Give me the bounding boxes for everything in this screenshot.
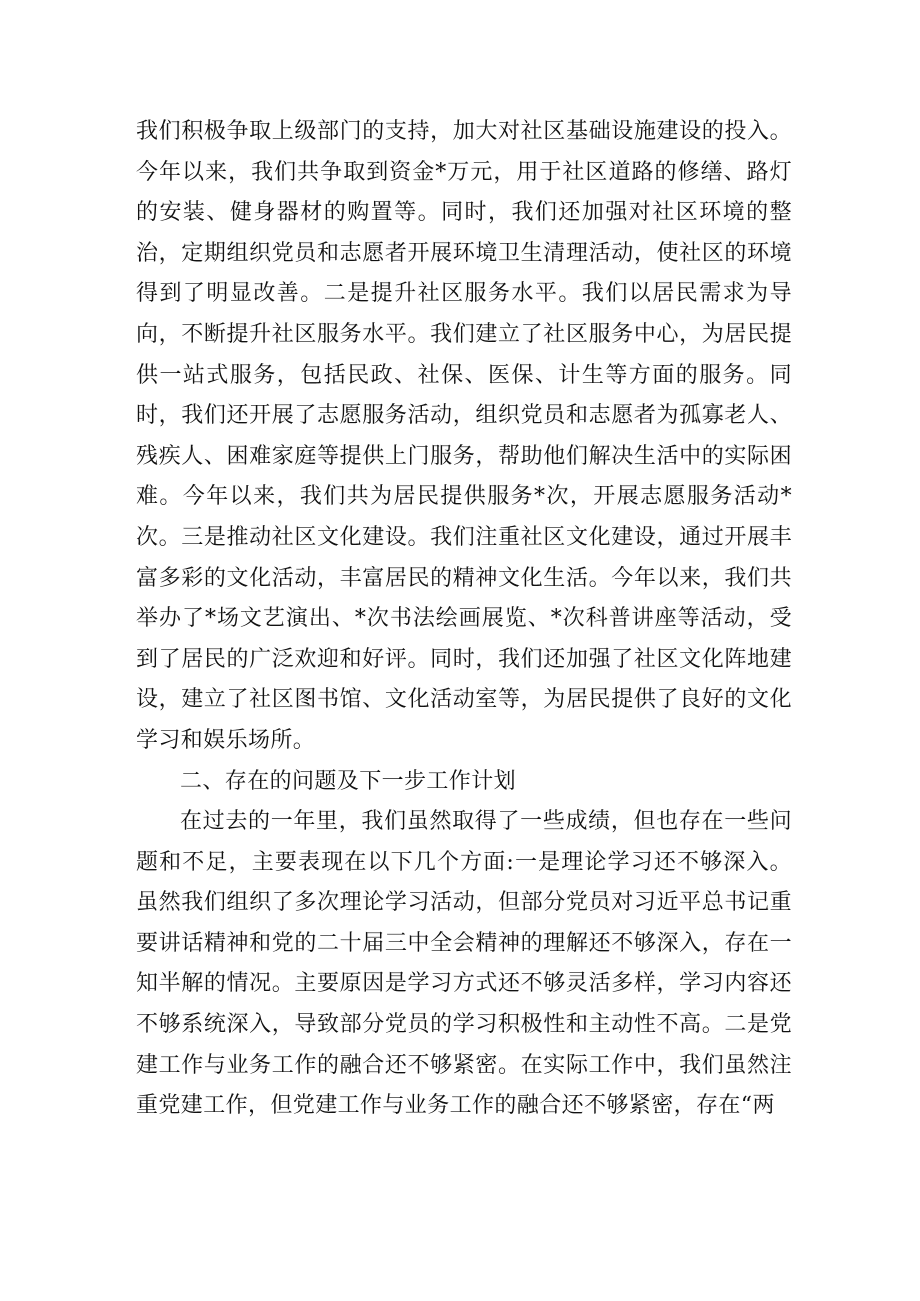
- document-body: [136, 112, 792, 1127]
- section-heading: 二、存在的问题及下一步工作计划: [180, 768, 517, 794]
- paragraph-community-work: 我们积极争取上级部门的支持，加大对社区基础设施建设的投入。今年以来，我们共争取到资金*万元，用于社区道路的修缮、路灯的安装、健身器材的购置等。同时，我们还加强对社区环境的整治，定期组织党员和志愿者开展环境卫生清理活动，使社区的环境得到了明显改善。二是提升社区服务水平。我们以居民需求为导向，不断提升社区服务水平。我们建立了社区服务中心，为居民提供一站式服务，包括民政、社保、医保、计生等方面的服务。同时，我们还开展了志愿服务活动，组织党员和志愿者为孤寡老人、残疾人、困难家庭等提供上门服务，帮助他们解决生活中的实际困难。今年以来，我们共为居民提供服务*次，开展志愿服务活动*次。三是推动社区文化建设。我们注重社区文化建设，通过开展丰富多彩的文化活动，丰富居民的精神文化生活。今年以来，我们共举办了*场文艺演出、*次书法绘画展览、*次科普讲座等活动，受到了居民的广泛欢迎和好评。同时，我们还加强了社区文化阵地建设，建立了社区图书馆、文化活动室等，为居民提供了良好的文化学习和娱乐场所。: [136, 119, 792, 753]
- paragraph-problems: 在过去的一年里，我们虽然取得了一些成绩，但也存在一些问题和不足，主要表现在以下几个方面:一是理论学习还不够深入。虽然我们组织了多次理论学习活动，但部分党员对习近平总书记重要讲话精神和党的二十届三中全会精神的理解还不够深入，存在一知半解的情况。主要原因是学习方式还不够灵活多样，学习内容还不够系统深入，导致部分党员的学习积极性和主动性不高。二是党建工作与业务工作的融合还不够紧密。在实际工作中，我们虽然注重党建工作，但党建工作与业务工作的融合还不够紧密，存在“两: [136, 809, 792, 1119]
